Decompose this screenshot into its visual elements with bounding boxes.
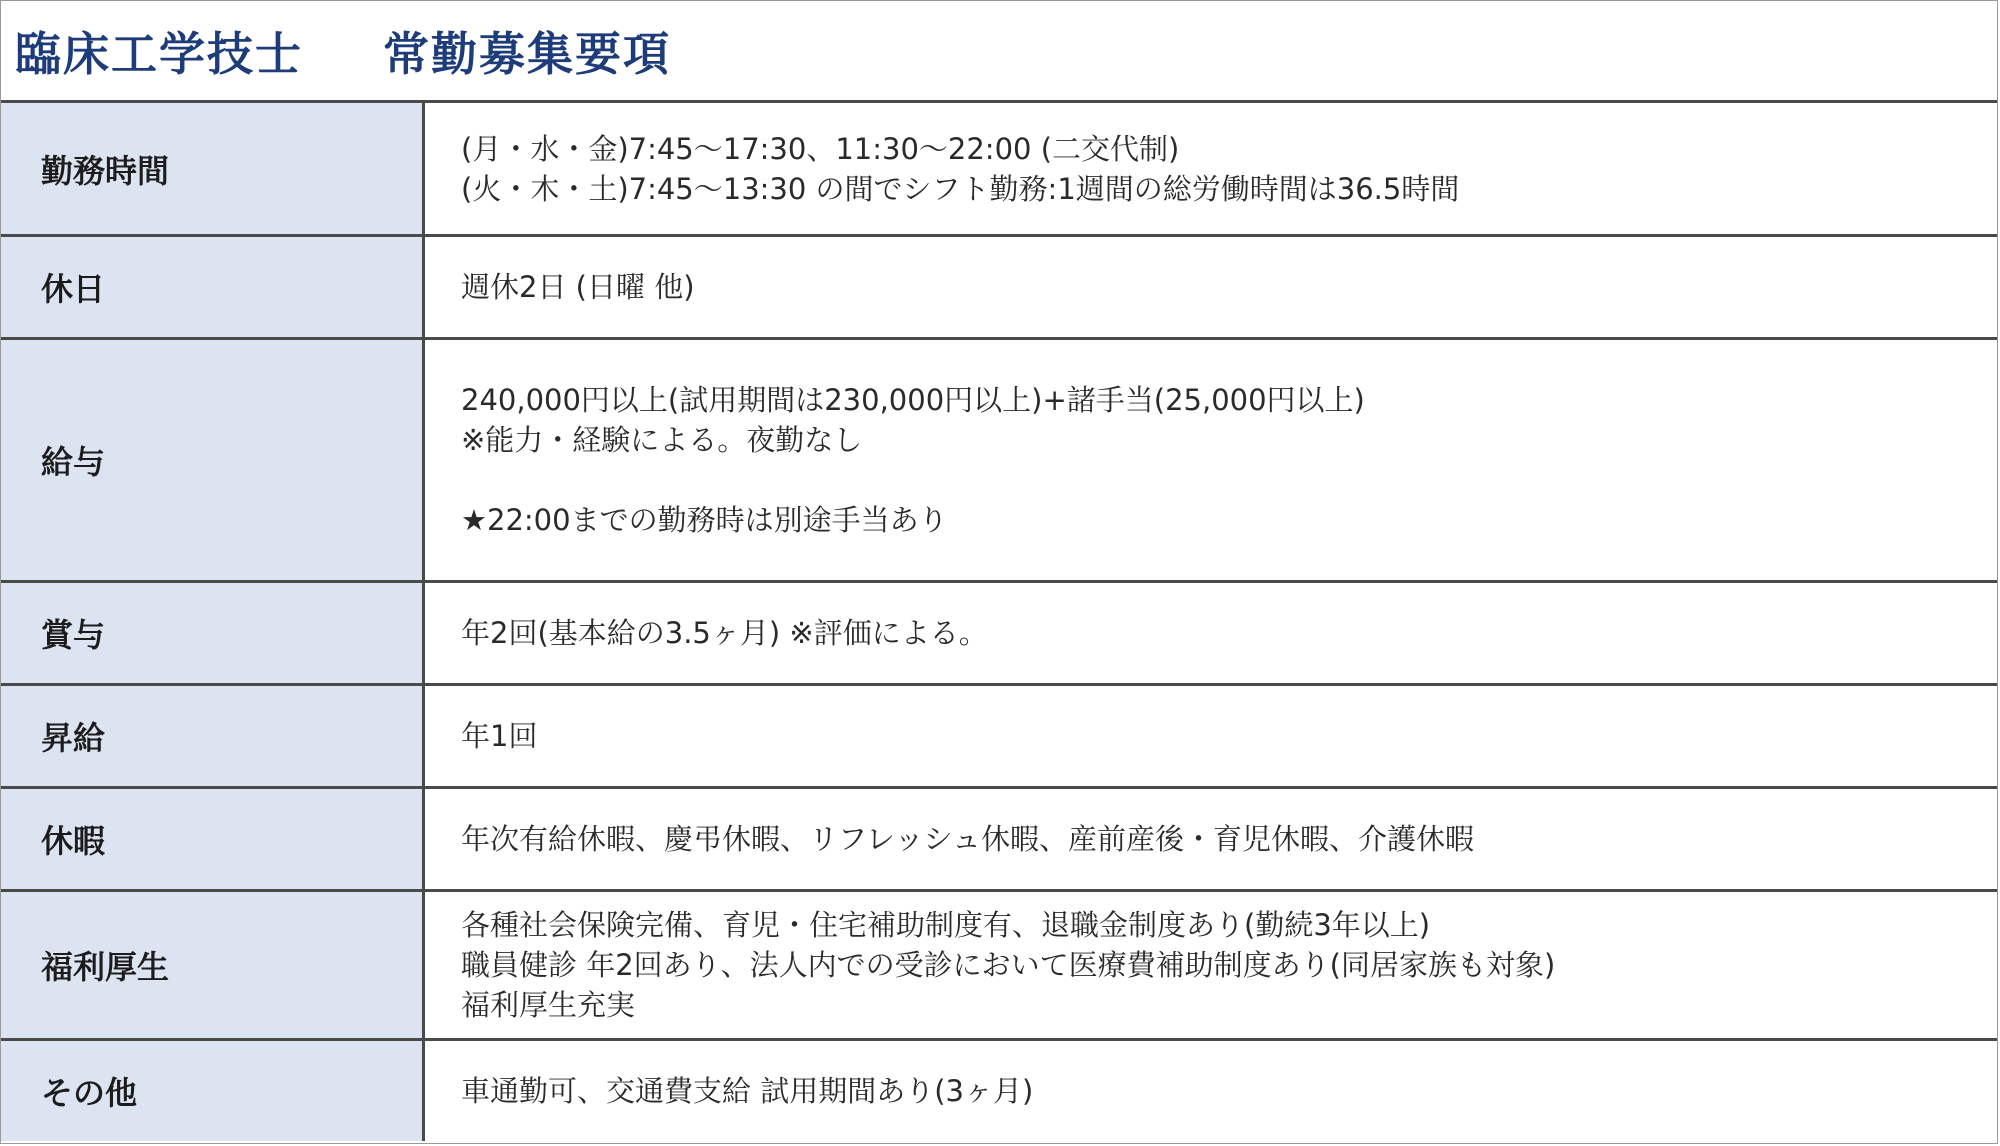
table-row-salary — [1, 340, 1997, 583]
value-line: 週休2日 (日曜 他) — [461, 270, 695, 304]
row-value-cell — [425, 686, 1997, 786]
row-label: 昇給 — [41, 719, 106, 757]
table-row-other — [1, 1041, 1997, 1141]
row-label-cell — [1, 1041, 425, 1141]
value-line: (火・木・土)7:45〜13:30 の間でシフト勤務:1週間の総労働時間は36.5時間 — [461, 171, 1460, 206]
row-value-cell — [425, 103, 1997, 234]
table-row-bonus — [1, 583, 1997, 686]
row-label: 休日 — [41, 270, 106, 308]
row-value-cell — [425, 789, 1997, 889]
table-row-holidays — [1, 237, 1997, 340]
row-value-cell — [425, 583, 1997, 683]
row-label-cell — [1, 340, 425, 580]
value-line: 240,000円以上(試用期間は230,000円以上)+諸手当(25,000円以上) — [461, 383, 1365, 417]
row-label: 休暇 — [41, 822, 106, 860]
row-label: 勤務時間 — [41, 151, 170, 190]
table-row-leave — [1, 789, 1997, 892]
row-label-cell — [1, 103, 425, 234]
value-line: ★22:00までの勤務時は別途手当あり — [461, 503, 948, 537]
value-line: 車通勤可、交通費支給 試用期間あり(3ヶ月) — [461, 1074, 1034, 1108]
table-row-working-hours — [1, 103, 1997, 237]
value-line-spacer — [461, 460, 1977, 500]
row-label-cell — [1, 583, 425, 683]
row-label-cell — [1, 892, 425, 1038]
row-label: 賞与 — [41, 616, 106, 654]
value-line: (月・水・金)7:45〜17:30、11:30〜22:00 (二交代制) — [461, 131, 1180, 166]
row-label: 福利厚生 — [41, 948, 170, 986]
row-label-cell — [1, 686, 425, 786]
document-title: 常勤募集要項 — [383, 26, 671, 81]
document-header — [1, 1, 1997, 103]
row-label: その他 — [41, 1074, 138, 1112]
value-line: 年次有給休暇、慶弔休暇、リフレッシュ休暇、産前産後・育児休暇、介護休暇 — [461, 822, 1474, 856]
value-line: 各種社会保険完備、育児・住宅補助制度有、退職金制度あり(勤続3年以上) — [461, 908, 1431, 942]
row-label-cell — [1, 789, 425, 889]
value-line: 年1回 — [461, 719, 538, 753]
table-row-benefits — [1, 892, 1997, 1041]
value-line: ※能力・経験による。夜勤なし — [461, 423, 863, 457]
row-label-cell — [1, 237, 425, 337]
job-title: 臨床工学技士 — [15, 26, 303, 81]
value-line: 職員健診 年2回あり、法人内での受診において医療費補助制度あり(同居家族も対象) — [461, 948, 1556, 982]
requirements-table — [1, 103, 1997, 1141]
row-label: 給与 — [41, 443, 106, 481]
value-line: 福利厚生充実 — [461, 988, 636, 1022]
table-row-raise — [1, 686, 1997, 789]
value-line: 年2回(基本給の3.5ヶ月) ※評価による。 — [461, 616, 988, 650]
row-value-cell — [425, 892, 1997, 1038]
row-value-cell — [425, 237, 1997, 337]
row-value-cell — [425, 340, 1997, 580]
row-value-cell — [425, 1041, 1997, 1141]
